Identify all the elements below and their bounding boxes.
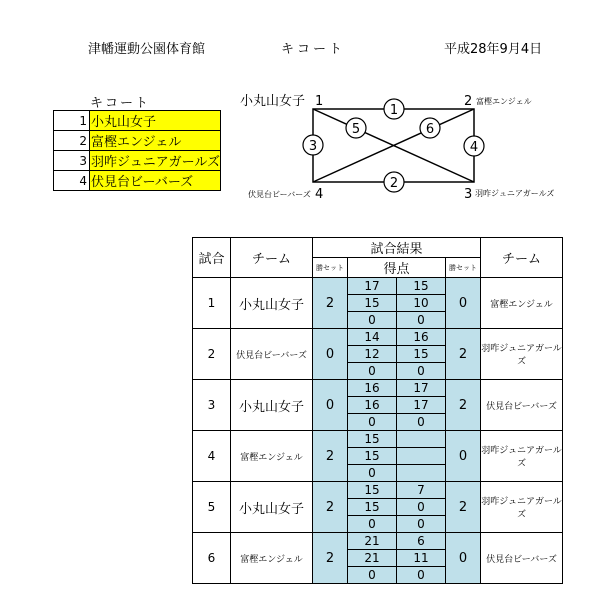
corner-team-name: 富樫エンジェル (476, 97, 532, 106)
sets-right: 0 (446, 278, 481, 329)
match-circle-2 (384, 172, 404, 192)
score-right: 0 (397, 567, 446, 584)
header-team: チーム (231, 238, 313, 278)
match-circle-label: 6 (425, 122, 435, 137)
team-left: 小丸山女子 (231, 380, 313, 431)
team-number: 3 (54, 151, 90, 171)
corner-team-number: 2 (464, 94, 473, 109)
sets-right: 2 (446, 380, 481, 431)
team-list-title: キコート (90, 96, 151, 111)
score-left: 17 (348, 278, 397, 295)
team-name: 伏見台ビーバーズ (90, 171, 221, 191)
score-left: 21 (348, 550, 397, 567)
score-left: 16 (348, 380, 397, 397)
score-right: 7 (397, 482, 446, 499)
score-left: 0 (348, 312, 397, 329)
match-diagram (0, 0, 601, 230)
score-right: 15 (397, 278, 446, 295)
score-right: 0 (397, 363, 446, 380)
score-left: 15 (348, 499, 397, 516)
score-left: 12 (348, 346, 397, 363)
score-left: 15 (348, 448, 397, 465)
team-left: 小丸山女子 (231, 482, 313, 533)
match-circle-label: 1 (389, 103, 399, 118)
sets-right: 2 (446, 329, 481, 380)
score-left: 0 (348, 516, 397, 533)
corner-team-name: 羽咋ジュニアガールズ (475, 189, 555, 198)
match-number: 2 (193, 329, 231, 380)
match-circle-6 (420, 118, 440, 138)
score-right: 16 (397, 329, 446, 346)
team-right: 伏見台ビーバーズ (481, 533, 563, 584)
match-circle-1 (384, 99, 404, 119)
header-points: 得点 (348, 258, 446, 278)
score-left: 15 (348, 295, 397, 312)
match-number: 6 (193, 533, 231, 584)
match-number: 3 (193, 380, 231, 431)
score-right: 11 (397, 550, 446, 567)
header-match: 試合 (193, 238, 231, 278)
corner-team-number: 3 (464, 187, 473, 202)
team-name: 富樫エンジェル (90, 131, 221, 151)
team-right: 羽咋ジュニアガールズ (481, 431, 563, 482)
sets-right: 0 (446, 431, 481, 482)
score-right: 0 (397, 499, 446, 516)
score-left: 16 (348, 397, 397, 414)
sets-right: 0 (446, 533, 481, 584)
score-left: 14 (348, 329, 397, 346)
team-left: 伏見台ビーバーズ (231, 329, 313, 380)
score-right: 17 (397, 397, 446, 414)
corner-team-name: 伏見台ビーバーズ (248, 190, 311, 199)
sets-left: 0 (313, 329, 348, 380)
score-left: 0 (348, 567, 397, 584)
score-left: 15 (348, 482, 397, 499)
match-number: 4 (193, 431, 231, 482)
match-row (193, 278, 563, 295)
score-right: 0 (397, 414, 446, 431)
header-sets-won: 勝セット (446, 258, 481, 278)
score-right: 17 (397, 380, 446, 397)
match-row (193, 533, 563, 550)
match-circle-4 (464, 136, 484, 156)
match-circle-label: 5 (351, 122, 361, 137)
match-number: 1 (193, 278, 231, 329)
sets-left: 0 (313, 380, 348, 431)
team-number: 1 (54, 111, 90, 131)
score-right: 0 (397, 516, 446, 533)
score-right: 10 (397, 295, 446, 312)
match-circle-5 (346, 118, 366, 138)
match-circle-label: 2 (389, 176, 399, 191)
score-left: 0 (348, 465, 397, 482)
corner-team-name: 小丸山女子 (240, 94, 306, 109)
match-number: 5 (193, 482, 231, 533)
sets-left: 2 (313, 482, 348, 533)
score-right: 15 (397, 346, 446, 363)
court-title: キコート (281, 42, 346, 57)
team-name: 羽咋ジュニアガールズ (90, 151, 221, 171)
team-right: 羽咋ジュニアガールズ (481, 482, 563, 533)
score-left: 0 (348, 414, 397, 431)
score-left: 15 (348, 431, 397, 448)
sets-left: 2 (313, 533, 348, 584)
team-left: 小丸山女子 (231, 278, 313, 329)
score-right (397, 465, 446, 482)
corner-team-number: 4 (315, 187, 324, 202)
team-left: 富樫エンジェル (231, 431, 313, 482)
match-circle-label: 4 (469, 140, 479, 155)
match-row (193, 380, 563, 397)
event-date: 平成28年9月4日 (444, 42, 543, 57)
match-row (193, 482, 563, 499)
score-right: 6 (397, 533, 446, 550)
header-sets-won: 勝セット (313, 258, 348, 278)
team-number: 2 (54, 131, 90, 151)
score-right (397, 431, 446, 448)
team-right: 富樫エンジェル (481, 278, 563, 329)
team-left: 富樫エンジェル (231, 533, 313, 584)
results-table (192, 237, 563, 584)
team-number: 4 (54, 171, 90, 191)
team-right: 伏見台ビーバーズ (481, 380, 563, 431)
match-row (193, 431, 563, 448)
corner-team-number: 1 (315, 94, 324, 109)
header-team-right: チーム (481, 238, 563, 278)
match-circle-3 (303, 135, 323, 155)
score-right (397, 448, 446, 465)
sets-left: 2 (313, 431, 348, 482)
sets-left: 2 (313, 278, 348, 329)
score-left: 21 (348, 533, 397, 550)
team-name: 小丸山女子 (90, 111, 221, 131)
match-circle-label: 3 (308, 139, 318, 154)
score-left: 0 (348, 363, 397, 380)
match-row (193, 329, 563, 346)
sets-right: 2 (446, 482, 481, 533)
venue-title: 津幡運動公園体育館 (88, 42, 206, 57)
score-right: 0 (397, 312, 446, 329)
team-right: 羽咋ジュニアガールズ (481, 329, 563, 380)
header-result: 試合結果 (313, 238, 481, 258)
